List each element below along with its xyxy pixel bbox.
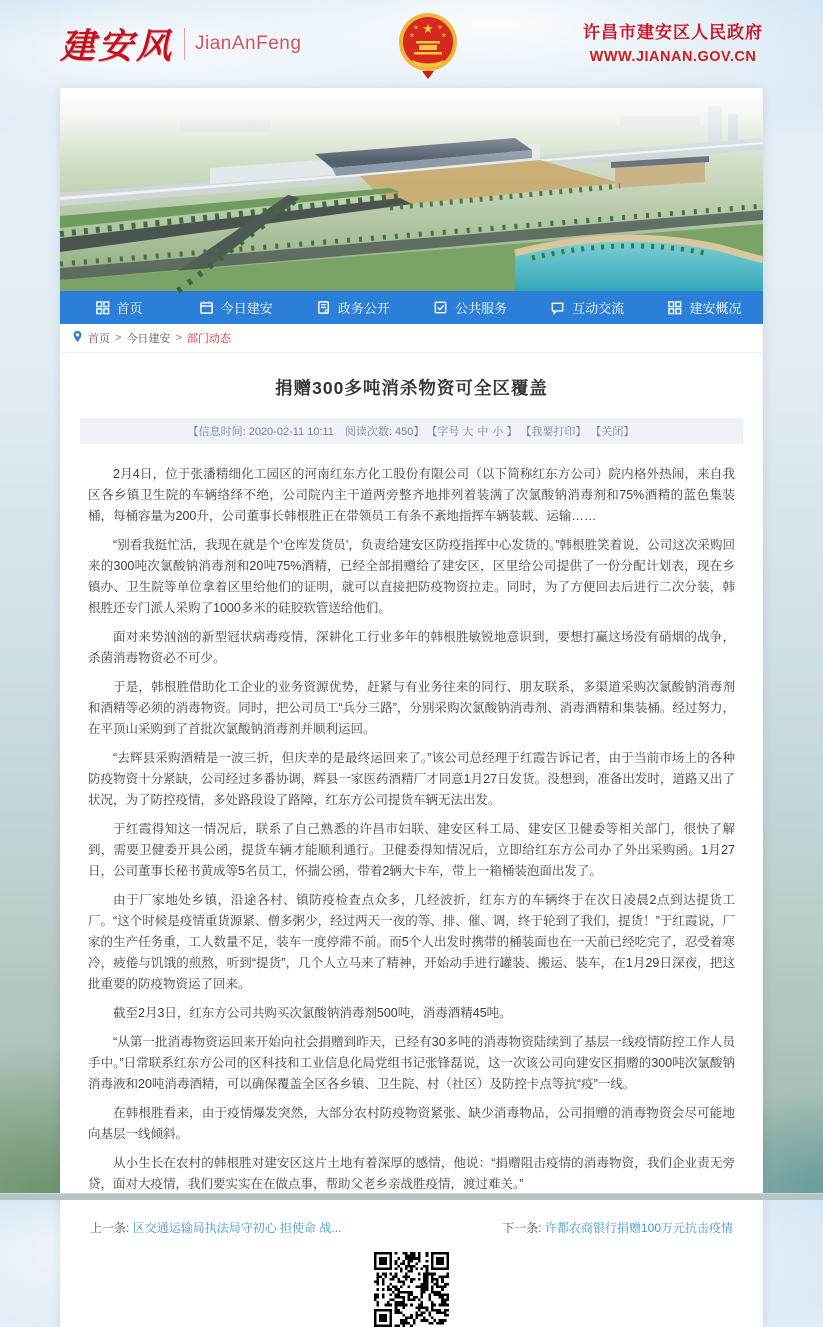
next-article-link[interactable]: 许都农商银行捐赠100万元抗击疫情 (544, 1221, 733, 1235)
breadcrumb-today[interactable]: 今日建安 (126, 333, 171, 345)
breadcrumb-current: 部门动态 (186, 333, 231, 345)
site-name: 许昌市建安区人民政府 (583, 22, 763, 42)
site-url[interactable]: WWW.JIANAN.GOV.CN (589, 49, 757, 65)
svg-text:★: ★ (413, 25, 419, 31)
article-body (60, 444, 763, 1195)
font-size-large-button[interactable]: 大 (462, 426, 474, 438)
logo-divider (184, 28, 185, 60)
article-pager (60, 1203, 763, 1236)
svg-text:★: ★ (422, 21, 434, 36)
article-meta-bar (80, 418, 743, 444)
banner-image (60, 88, 763, 291)
svg-text:★: ★ (409, 33, 415, 39)
calendar-icon (199, 300, 214, 315)
font-size-medium-button[interactable]: 中 (477, 426, 489, 438)
nav-label: 公共服务 (455, 301, 508, 316)
qr-code (374, 1252, 449, 1327)
breadcrumb (60, 324, 763, 353)
nav-item-today[interactable] (177, 291, 294, 324)
site-identity (583, 19, 763, 69)
check-square-icon (433, 300, 448, 315)
main-nav (60, 291, 763, 324)
nav-label: 首页 (116, 301, 143, 316)
article-paragraph: 在韩根胜看来，由于疫情爆发突然，大部分农村防疫物资紧张、缺少消毒物品，公司捐赠的消毒物资会尽可能地向基层一线倾斜。 (88, 1106, 735, 1141)
print-button[interactable]: 【我要打印】 (520, 426, 587, 438)
site-logo-en: JianAnFeng (195, 33, 302, 54)
location-pin-icon (72, 330, 83, 346)
prev-label: 上一条: (90, 1221, 130, 1235)
article-paragraph: 2月4日，位于张潘精细化工园区的河南红东方化工股份有限公司（以下简称红东方公司）院内格外热闹，来自我区各乡镇卫生院的车辆络绎不绝，公司院内主干道两旁整齐地排列着装满了次氯酸钠消毒剂和75%酒精的蓝色集装桶，每桶容量为200升，公司董事长韩根胜正在带领员工有条不紊地指挥车辆装载、运输…… (88, 467, 735, 523)
article-paragraph: 于是，韩根胜借助化工企业的业务资源优势，赶紧与有业务往来的同行、朋友联系，多渠道采购次氯酸钠消毒剂和酒精等必须的消毒物资。同时，把公司员工“兵分三路”，分别采购次氯酸钠消毒剂、消毒酒精和集装桶。经过努力，在平顶山采购到了首批次氯酸钠消毒剂并顺利运回。 (88, 680, 735, 736)
next-article (502, 1219, 733, 1236)
article-paragraph: “别看我挺忙活，我现在就是个‘仓库发货员’，负责给建安区防疫指挥中心发货的。”韩根胜笑着说，公司这次采购回来的300吨次氯酸钠消毒剂和20吨75%酒精，已经全部捐赠给了建安区，区里给公司提供了一份分配计划表，现在乡镇办、卫生院等单位拿着区里给他们的证明，就可以直接把防疫物资拉走。同时，为了方便回去后进行二次分装，韩根胜还专门派人采购了1000多米的硅胶软管送给他们。 (88, 538, 735, 615)
document-list-icon (316, 300, 331, 315)
close-button[interactable]: 【关闭】 (590, 426, 635, 438)
article-title: 捐赠300多吨消杀物资可全区覆盖 (275, 378, 548, 398)
next-label: 下一条: (502, 1221, 542, 1235)
breadcrumb-home[interactable]: 首页 (88, 333, 110, 345)
article-paragraph: 面对来势汹汹的新型冠状病毒疫情，深耕化工行业多年的韩根胜敏锐地意识到，要想打赢这场没有硝烟的战争，杀菌消毒物资必不可少。 (88, 630, 735, 665)
breadcrumb-separator: > (115, 332, 122, 344)
meta-fontsize-close: 】 (506, 426, 518, 438)
footer-bar (0, 1193, 823, 1200)
nav-item-interaction[interactable] (529, 291, 646, 324)
chat-bubble-icon (550, 300, 565, 315)
nav-label: 建安概况 (689, 301, 742, 316)
article-panel (60, 353, 763, 1327)
font-size-small-button[interactable]: 小 (492, 426, 504, 438)
article-paragraph: 截至2月3日，红东方公司共购买次氯酸钠消毒剂500吨，消毒酒精45吨。 (113, 1006, 512, 1020)
svg-text:★: ★ (441, 33, 447, 39)
svg-text:★: ★ (437, 25, 443, 31)
article-paragraph: 从小生长在农村的韩根胜对建安区这片土地有着深厚的感情，他说：“捐赠阻击疫情的消毒物资，我们企业责无旁贷，面对大疫情，我们要实实在在做点事，帮助父老乡亲战胜疫情，渡过难关。” (88, 1156, 735, 1191)
content-column (60, 88, 763, 1327)
article-paragraph: “去辉县采购酒精是一波三折，但庆幸的是最终运回来了。”该公司总经理于红霞告诉记者，由于当前市场上的各种防疫物资十分紧缺，公司经过多番协调，辉县一家医药酒精厂才同意1月27日发货。没想到，准备出发时，道路又出了状况，为了防控疫情，多处路段设了路障，红东方公司提货车辆无法出发。 (88, 751, 735, 807)
site-header (0, 0, 823, 88)
nav-item-public-service[interactable] (412, 291, 529, 324)
site-logo-cn: 建安风 (60, 27, 175, 66)
qr-code-wrap (374, 1252, 449, 1327)
prev-article-link[interactable]: 区交通运输局执法局守初心 担使命 战... (132, 1221, 342, 1235)
nav-label: 今日建安 (220, 301, 273, 316)
article-paragraph: 由于厂家地处乡镇，沿途各村、镇防疫检查点众多，几经波折，红东方的车辆终于在次日凌晨2点到达提货工厂。“这个时候是疫情重货源紧、僧多粥少，经过两天一夜的等、排、催、调，终于轮到了我们，提货！”于红霞说，厂家的生产任务重，工人数量不足，装车一度停滞不前。而5个人出发时携带的桶装面也在一天前已经吃完了，忍受着寒冷，疲倦与饥饿的煎熬，听到“提货”，几个人立马来了精神，开始动手进行罐装、搬运、装车，在1月29日深夜，把这批重要的防疫物资运了回来。 (88, 893, 735, 991)
meta-info-time: 【信息时间: 2020-02-11 10:11 阅读次数: 450】 (187, 426, 425, 438)
nav-item-gov-info[interactable] (294, 291, 411, 324)
article-paragraph: 于红霞得知这一情况后，联系了自己熟悉的许昌市妇联、建安区科工局、建安区卫健委等相关部门，很快了解到，需要卫健委开具公函，提货车辆才能顺利通行。卫健委得知情况后，立即给红东方公司办了外出采购函。1月27日，公司董事长秘书黄成等5名员工，怀揣公函，带着2辆大卡车，带上一箱桶装泡面出发了。 (88, 822, 735, 878)
grid-icon (667, 300, 682, 315)
nav-label: 互动交流 (572, 301, 625, 316)
grid-icon (95, 300, 110, 315)
meta-fontsize-label: 【字号 (426, 426, 460, 438)
nav-item-home[interactable] (60, 291, 177, 324)
article-paragraph: “从第一批消毒物资运回来开始向社会捐赠到昨天，已经有30多吨的消毒物资陆续到了基层一线疫情防控工作人员手中。”日常联系红东方公司的区科技和工业信息化局党组书记张锋磊说，这一次该公司向建安区捐赠的300吨次氯酸钠消毒液和20吨消毒酒精，可以确保覆盖全区各乡镇、卫生院、村（社区）及防控卡点等抗“疫”一线。 (88, 1035, 735, 1091)
nav-label: 政务公开 (337, 301, 390, 316)
prev-article (90, 1219, 341, 1236)
national-emblem-icon (398, 11, 458, 79)
site-logo[interactable] (60, 19, 301, 69)
breadcrumb-separator: > (175, 332, 182, 344)
nav-item-overview[interactable] (646, 291, 763, 324)
